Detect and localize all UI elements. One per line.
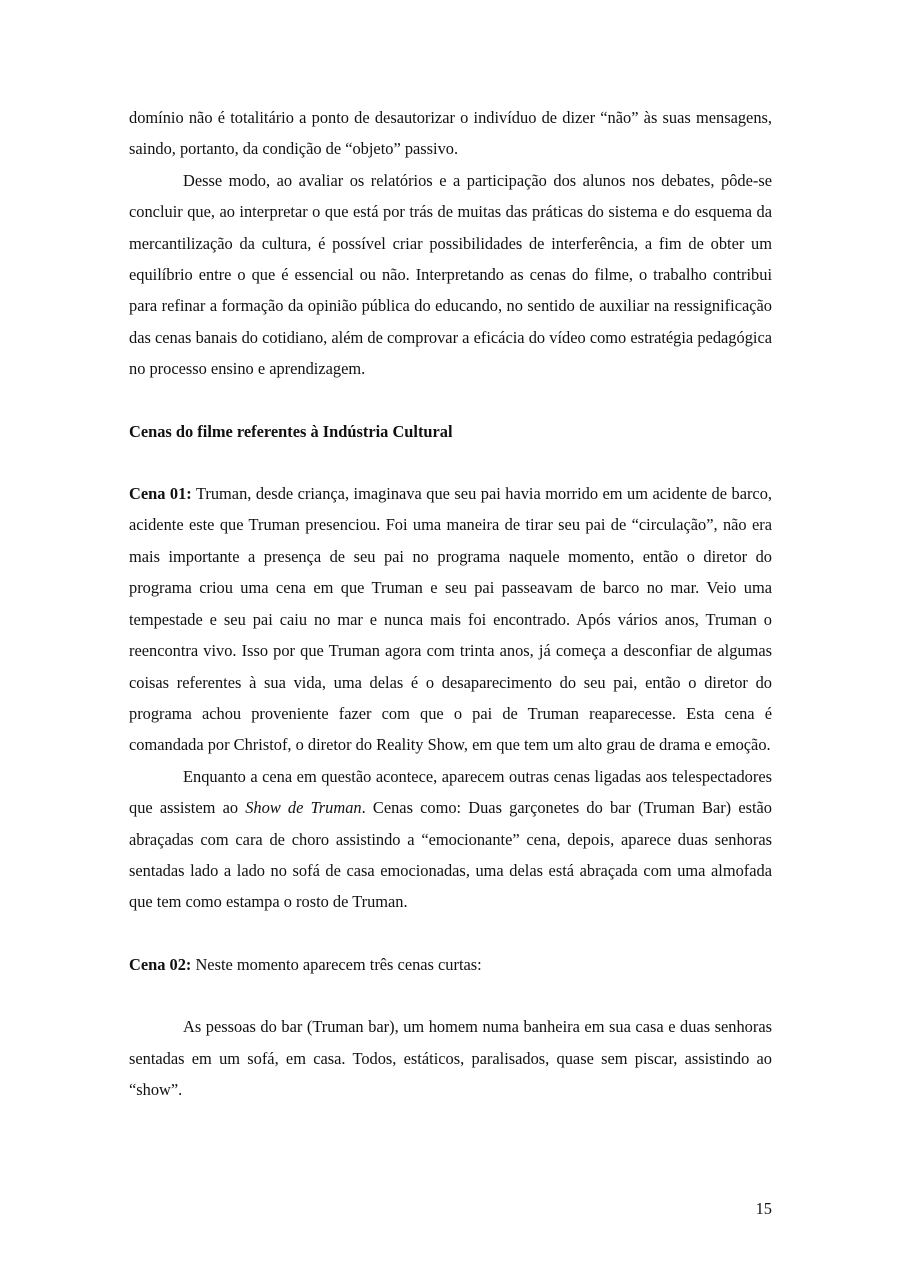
paragraph-short-scenes: As pessoas do bar (Truman bar), um homem numa banheira em sua casa e duas senhoras sentadas em um sofá, em casa. Todos, estáticos, paralisados, quase sem piscar, assistindo ao “show”. — [129, 1017, 772, 1099]
paragraph-scene-01 — [129, 478, 772, 761]
page-number: 15 — [755, 1199, 772, 1218]
paragraph-conclusion: Desse modo, ao avaliar os relatórios e a participação dos alunos nos debates, pôde-se concluir que, ao interpretar o que está por trás de muitas das práticas do sistema e do esquema da mercantilização da cultura, é possível criar possibilidades de interferência, a fim de obter um equilíbrio entre o que é essencial ou não. Interpretando as cenas do filme, o trabalho contribui para refinar a formação da opinião pública do educando, no sentido de auxiliar na ressignificação das cenas banais do cotidiano, além de comprovar a eficácia do vídeo como estratégia pedagógica no processo ensino e aprendizagem. — [129, 170, 772, 379]
paragraph-spectators — [129, 761, 772, 918]
section-heading: Cenas do filme referentes à Indústria Cultural — [129, 421, 453, 441]
show-title-italic: Show de Truman — [245, 798, 362, 818]
scene-01-label: Cena 01: — [129, 484, 192, 504]
spectators-text-after: . Cenas como: Duas garçonetes do bar (Truman Bar) estão abraçadas com cara de choro assistindo a “emocionante” cena, depois, aparece duas senhoras sentadas lado a lado no sofá de casa emocionadas, uma delas está abraçada com uma almofada que tem como estampa o rosto de Truman. — [129, 798, 773, 912]
paragraph-continuation: domínio não é totalitário a ponto de desautorizar o indivíduo de dizer “não” às suas mensagens, saindo, portanto, da condição de “objeto” passivo. — [129, 108, 772, 159]
spectators-text-before: Enquanto a cena em questão acontece, aparecem outras cenas ligadas aos telespectadores que assistem ao — [129, 766, 772, 818]
paragraph-scene-02 — [129, 949, 772, 980]
document-page — [129, 102, 772, 1105]
scene-02-label: Cena 02: — [129, 954, 192, 974]
scene-02-text: Neste momento aparecem três cenas curtas: — [191, 954, 482, 974]
scene-01-text: Truman, desde criança, imaginava que seu pai havia morrido em um acidente de barco, acidente este que Truman presenciou. Foi uma maneira de tirar seu pai de “circulação”, não era mais importante a presença de seu pai no programa naquele momento, então o diretor do programa criou uma cena em que Truman e seu pai passeavam de barco no mar. Veio uma tempestade e seu pai caiu no mar e nunca mais foi encontrado. Após vários anos, Truman o reencontra vivo. Isso por que Truman agora com trinta anos, já começa a desconfiar de algumas coisas referentes à sua vida, uma delas é o desaparecimento do seu pai, então o diretor do programa achou proveniente fazer com que o pai de Truman reaparecesse. Esta cena é comandada por Christof, o diretor do Reality Show, em que tem um alto grau de drama e emoção. — [129, 484, 773, 755]
